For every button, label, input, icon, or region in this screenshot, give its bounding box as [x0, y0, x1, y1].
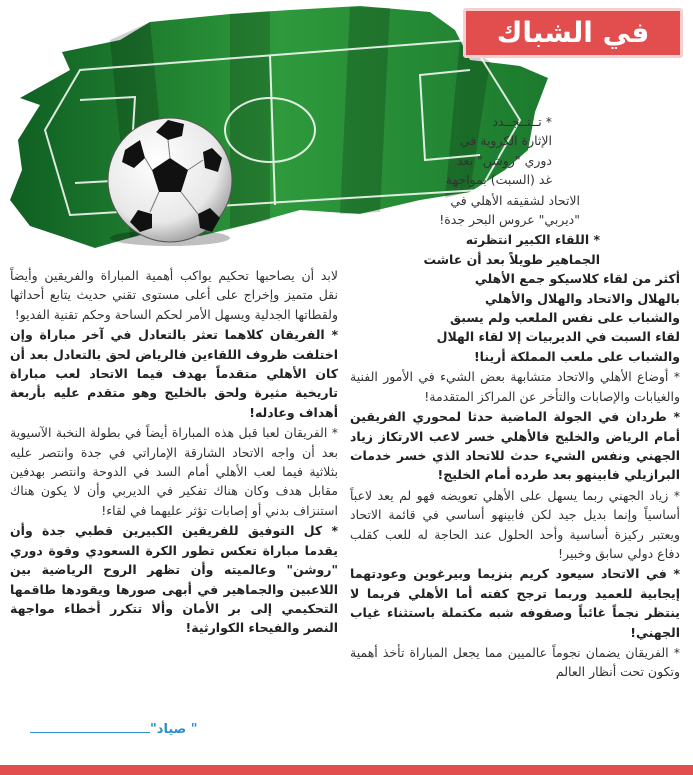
intro-line: دوري "روشن" بعد — [456, 152, 552, 168]
bold-line: الجماهير طويلاً بعد أن عاشت — [423, 251, 600, 267]
paragraph: * أوضاع الأهلي والاتحاد متشابهة بعض الشيء في الأمور الفنية والغيابات والإصابات والتأخر عن المراكز المتقدمة! — [350, 369, 680, 404]
signature-underline — [30, 732, 150, 733]
intro-line: * تــتــجــدد — [492, 114, 552, 129]
bold-line: والشباب على نفس الملعب ولم يسبق — [449, 310, 680, 326]
intro-line: الإثارة الكروية في — [459, 133, 552, 149]
bold-line: * اللقاء الكبير انتظرته — [465, 232, 600, 248]
intro-line: الاتحاد لشقيقه الأهلي في — [450, 192, 580, 208]
paragraph-bold-cont — [350, 269, 680, 366]
paragraph-intro-cont — [350, 191, 680, 230]
paragraph-bold — [350, 230, 680, 269]
paragraph-bold: * الفريقان كلاهما تعثر بالتعادل في آخر مباراة وإن اختلفت ظروف اللقاءين فالرياض لحق بالتعادل بعد أن كان الأهلي متقدماً بهدف فيما الاتحاد لعب مباراة تاريخية مثيرة ولحق بالخليج وهو متقدم عليه بأربعة أهداف وعادله! — [10, 327, 338, 420]
paragraph: لابد أن يصاحبها تحكيم يواكب أهمية المباراة والفريقين وأيضاً نقل متميز وإخراج على أعلى مستوى تقني حديث يتابع أحداثها ولقطاتها الجدلية ويسهل الأمر لحكم الساحة وحكم تقنية الفديو! — [10, 268, 338, 322]
bold-line: بالهلال والاتحاد والهلال والأهلي — [484, 290, 680, 306]
intro-line: غد (السبت) بمواجهة — [445, 172, 552, 188]
paragraph: * الفريقان يضمان نجوماً عالميين مما يجعل المباراة تأخذ أهمية وتكون تحت أنظار العالم — [350, 644, 680, 680]
bottom-accent-bar — [0, 765, 693, 775]
paragraph: * الفريقان لعبا قبل هذه المباراة أيضاً في بطولة النخبة الآسيوية بعد أن واجه الاتحاد الشارقة الإماراتي في جدة وانتصر عليه بثلاثية فيما لعب الأهلي أمام السد في الدوحة وانتصر بهدفين مقابل هدف وكان هناك تفكير في الديربي وأن لا يكون هناك استنزاف بدني أو إصابات تؤثر عليهما في لقاء! — [10, 425, 338, 518]
bold-line: لقاء السبت في الديربيات إلا لقاء الهلال — [436, 329, 680, 345]
paragraph-intro — [350, 112, 680, 190]
section-title: في الشباك — [463, 8, 683, 58]
column-left — [10, 266, 338, 639]
paragraph-bold: * طردان في الجولة الماضية حدثا لمحوري الفريقين أمام الرياض والخليج فالأهلي خسر لاعب الارتكاز زياد الجهني ونفس الشيء حدث للاتحاد الذي خسر خدمات البرازيلي فابينهو بعد طرده أمام الخليج! — [350, 409, 680, 483]
author-signature: " صياد" — [150, 722, 198, 737]
bold-line: أكثر من لقاء كلاسيكو جمع الأهلي — [474, 271, 680, 287]
bold-line: والشباب على ملعب المملكة أرينا! — [473, 348, 680, 364]
column-right — [350, 112, 680, 683]
soccer-ball-icon — [108, 118, 232, 242]
paragraph-bold: * في الاتحاد سيعود كريم بنزيما وبيرغوين وعودتهما إيجابية للعميد وربما ترجح كفته أما الأهلي فربما لا ينتظر نجماً غائباً وصفوفه شبه مكتملة باستثناء غياب الجهني! — [350, 566, 680, 640]
paragraph: * زياد الجهني ربما يسهل على الأهلي تعويضه فهو لم يعد لاعباً أساسياً وإنما بديل جيد لكن فابينهو أساسي في قائمة الاتحاد ويعتبر ركيزة أساسية وأحد الحلول عند الحاجة له للعب كقلب دفاع دولي سابق وخبير! — [350, 487, 680, 561]
intro-line: "ديربي" عروس البحر جدة! — [439, 212, 580, 228]
paragraph-bold: * كل التوفيق للفريقين الكبيرين قطبي جدة وأن يقدما مباراة تعكس تطور الكرة السعودي وقوة دوري "روشن" وعالميته وأن تظهر الروح الرياضية بين اللاعبين والجماهير في أبهى صورها ويقودها طاقمها التحكيمي إلى بر الأمان وألا تتكرر أخطاء مواجهة النصر والفيحاء الكوارثية! — [10, 523, 338, 636]
